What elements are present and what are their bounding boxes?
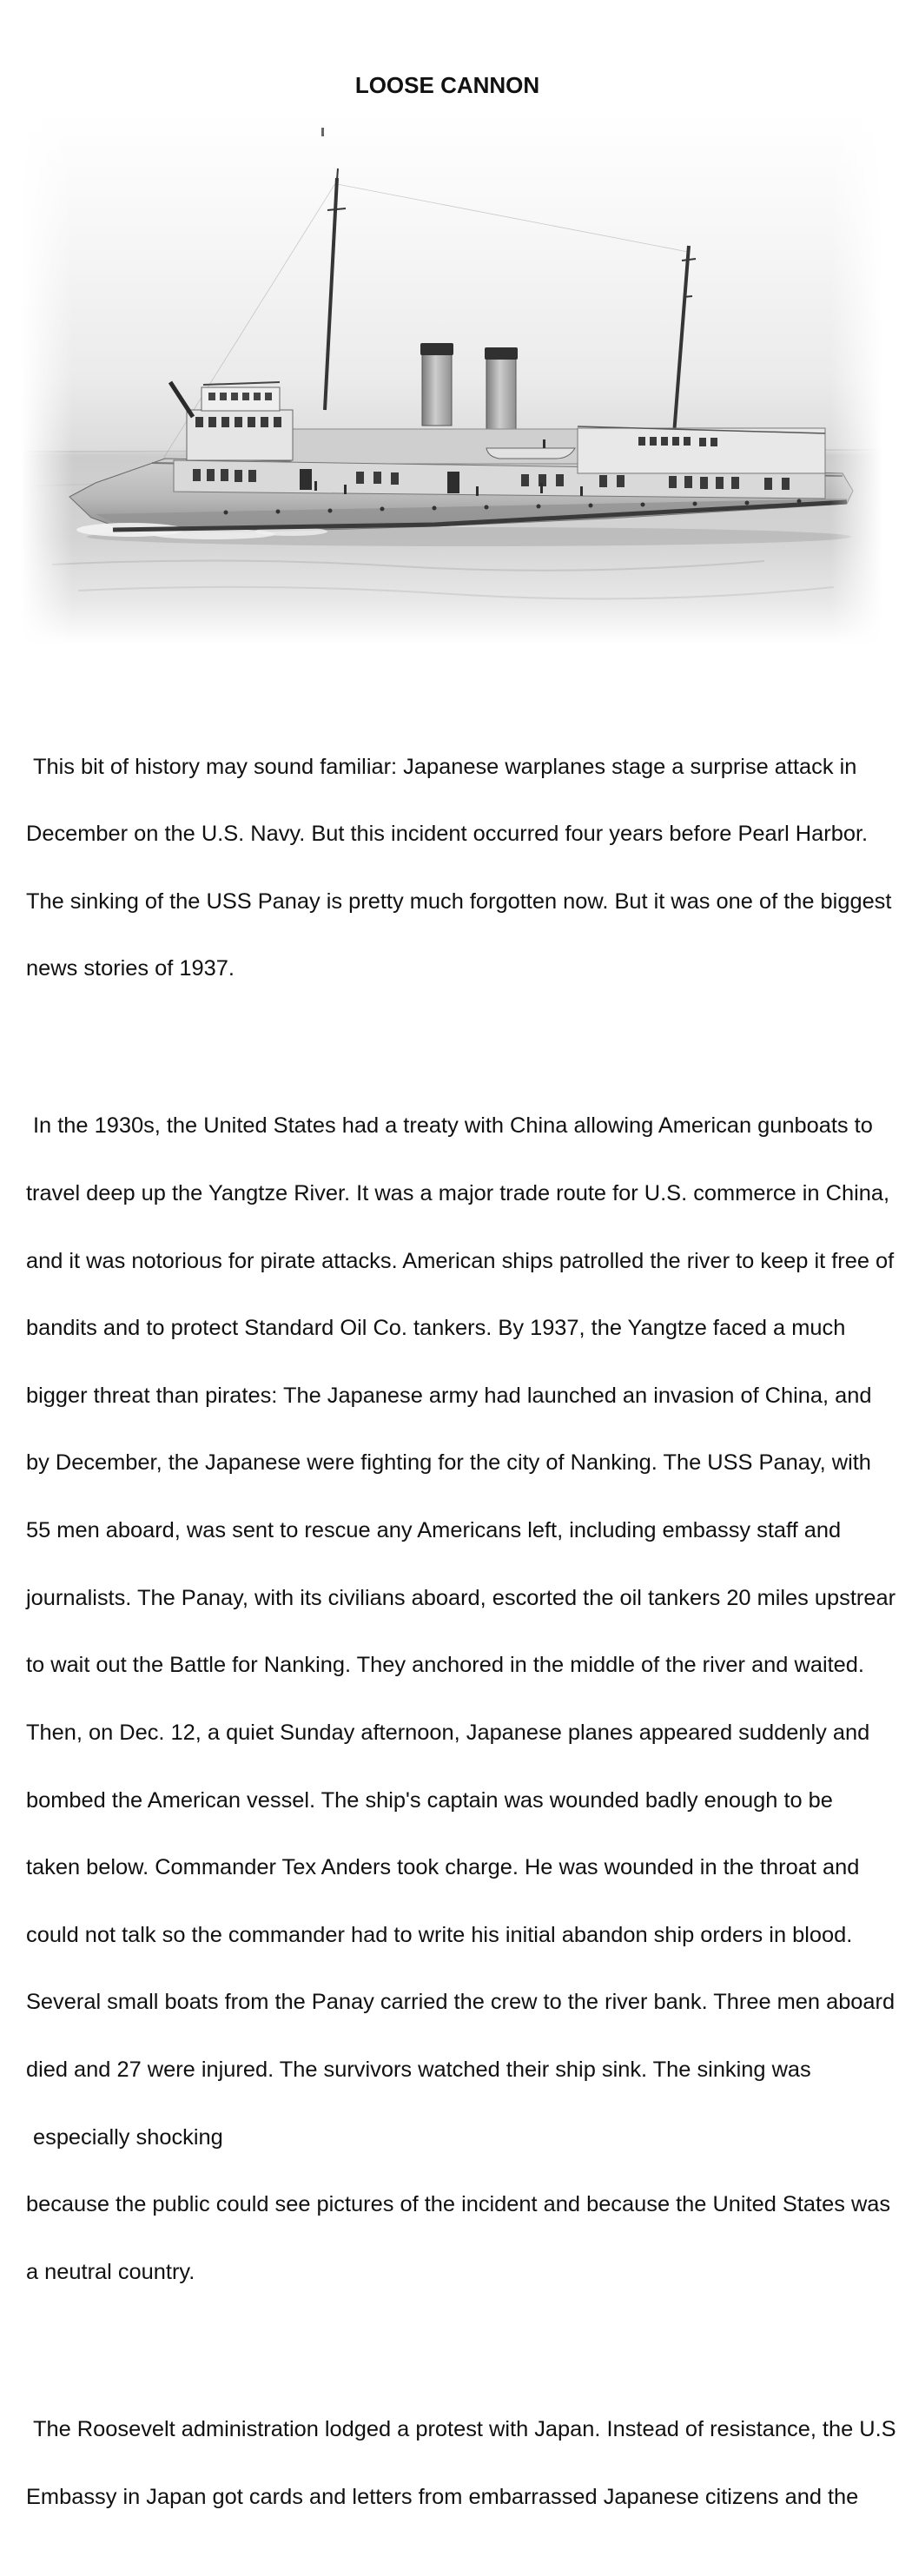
pilothouse-window: [265, 393, 272, 400]
pilothouse-window: [231, 393, 238, 400]
body-text-line: Embassy in Japan got cards and letters from embarrassed Japanese citizens and the: [26, 2484, 859, 2509]
deckhouse-window: [556, 474, 564, 486]
crew-figure: [543, 439, 545, 448]
photo-right-edge-fade: [830, 111, 882, 644]
aft-deckhouse-window: [661, 437, 668, 446]
body-text-line: journalists. The Panay, with its civilians aboard, escorted the oil tankers 20 miles upstrear: [26, 1585, 896, 1610]
body-text-line: a neutral country.: [26, 2259, 195, 2284]
forward-funnel: [422, 346, 452, 426]
deckhouse-door: [447, 472, 459, 493]
deckhouse-window: [373, 472, 381, 484]
porthole: [641, 503, 645, 507]
porthole: [433, 506, 437, 511]
deckhouse-window: [716, 477, 724, 489]
crew-figure: [344, 485, 347, 494]
crew-figure: [580, 486, 583, 496]
title-line-1: LOOSE CANNON: [354, 72, 540, 98]
aft-deckhouse-window: [650, 437, 657, 446]
body-text-line: and it was notorious for pirate attacks. American ships patrolled the river to keep it free of: [26, 1248, 895, 1273]
deckhouse-window: [684, 476, 692, 488]
deckhouse-window: [764, 478, 772, 490]
body-text-line: because the public could see pictures of the incident and because the United States was: [26, 2192, 891, 2217]
body-text-line: Several small boats from the Panay carried the crew to the river bank. Three men aboard: [26, 1990, 895, 2015]
deckhouse-window: [669, 476, 677, 488]
aft-deckhouse-window: [638, 437, 645, 446]
paragraph-3: [26, 2374, 912, 2553]
porthole: [745, 501, 750, 505]
aft-funnel: [486, 350, 516, 433]
deckhouse-window: [391, 472, 399, 485]
deckhouse-window: [235, 470, 242, 482]
bridge-window: [221, 417, 229, 427]
ship-photo: [21, 111, 882, 644]
bridge-window: [195, 417, 203, 427]
main-mast-crosstree: [684, 296, 692, 297]
body-text-line: news stories of 1937.: [26, 956, 235, 981]
porthole: [485, 505, 489, 510]
porthole: [693, 502, 697, 506]
aft-funnel-cap: [485, 347, 518, 360]
body-text-line: bombed the American vessel. The ship's captain was wounded badly enough to be: [26, 1787, 833, 1813]
deckhouse-window: [599, 475, 607, 487]
body-text-line: 55 men aboard, was sent to rescue any Americans left, including embassy staff and: [26, 1518, 842, 1543]
porthole: [380, 507, 385, 512]
deckhouse-window: [521, 474, 529, 486]
crew-figure: [314, 481, 317, 491]
aft-deckhouse-window: [699, 438, 706, 446]
porthole: [276, 510, 281, 514]
body-text-line: The sinking of the USS Panay is pretty much forgotten now. But it was one of the biggest: [26, 888, 892, 914]
body-text-line: could not talk so the commander had to write his initial abandon ship orders in blood.: [26, 1922, 853, 1947]
deckhouse-door: [300, 469, 312, 490]
crew-figure: [540, 483, 543, 493]
aft-deckhouse-window: [684, 437, 691, 446]
porthole: [224, 511, 228, 515]
article-body: [26, 666, 912, 2576]
bridge-window: [274, 417, 281, 427]
deckhouse-window: [356, 472, 364, 484]
deckhouse-window: [248, 470, 256, 482]
pilothouse-window: [254, 393, 261, 400]
body-text-line: taken below. Commander Tex Anders took charge. He was wounded in the throat and: [26, 1855, 860, 1880]
body-text-line: The Roosevelt administration lodged a protest with Japan. Instead of resistance, the U.S: [33, 2416, 896, 2441]
lifeboat: [486, 448, 575, 459]
pilothouse-window: [220, 393, 227, 400]
body-text-line: bandits and to protect Standard Oil Co. tankers. By 1937, the Yangtze faced a much: [26, 1316, 846, 1341]
pilothouse-window: [242, 393, 249, 400]
body-text-line: Then, on Dec. 12, a quiet Sunday afternoon, Japanese planes appeared suddenly and: [26, 1720, 870, 1745]
body-text-line: travel deep up the Yangtze River. It was a major trade route for U.S. commerce in China,: [26, 1181, 890, 1206]
body-text-line: to wait out the Battle for Nanking. They anchored in the middle of the river and waited.: [26, 1653, 864, 1678]
body-text-line: This bit of history may sound familiar: Japanese warplanes stage a surprise attack in: [33, 754, 857, 779]
bridge-window: [261, 417, 268, 427]
crew-figure: [476, 486, 479, 496]
paragraph-1: [26, 711, 912, 1026]
paragraph-2: [26, 1071, 912, 2329]
bridge-window: [248, 417, 255, 427]
bridge-window: [235, 417, 242, 427]
fore-topmast: [337, 168, 338, 180]
deckhouse-window: [193, 469, 201, 481]
body-text-line: by December, the Japanese were fighting for the city of Nanking. The USS Panay, with: [26, 1450, 871, 1476]
body-text-line: December on the U.S. Navy. But this incident occurred four years before Pearl Harbor.: [26, 822, 869, 847]
scan-speck: [321, 128, 324, 136]
aft-deckhouse-window: [710, 438, 717, 446]
forward-funnel-cap: [420, 343, 453, 355]
porthole: [328, 509, 333, 513]
deckhouse-window: [221, 469, 228, 481]
photo-left-edge-fade: [21, 111, 73, 644]
deckhouse-window: [617, 475, 625, 487]
aft-deckhouse-window: [672, 437, 679, 446]
body-text-line: especially shocking: [33, 2124, 223, 2150]
bridge-window: [208, 417, 216, 427]
deckhouse-window: [782, 478, 790, 490]
body-text-line: In the 1930s, the United States had a treaty with China allowing American gunboats to: [33, 1113, 873, 1139]
deckhouse-window: [207, 469, 215, 481]
deckhouse-window: [731, 477, 739, 489]
pilothouse-window: [208, 393, 215, 400]
porthole: [589, 504, 593, 508]
porthole: [537, 505, 541, 509]
body-text-line: bigger threat than pirates: The Japanese army had launched an invasion of China, and: [26, 1383, 872, 1408]
body-text-line: died and 27 were injured. The survivors watched their ship sink. The sinking was: [26, 2057, 811, 2082]
aft-deckhouse: [578, 428, 825, 473]
deckhouse-window: [700, 477, 708, 489]
